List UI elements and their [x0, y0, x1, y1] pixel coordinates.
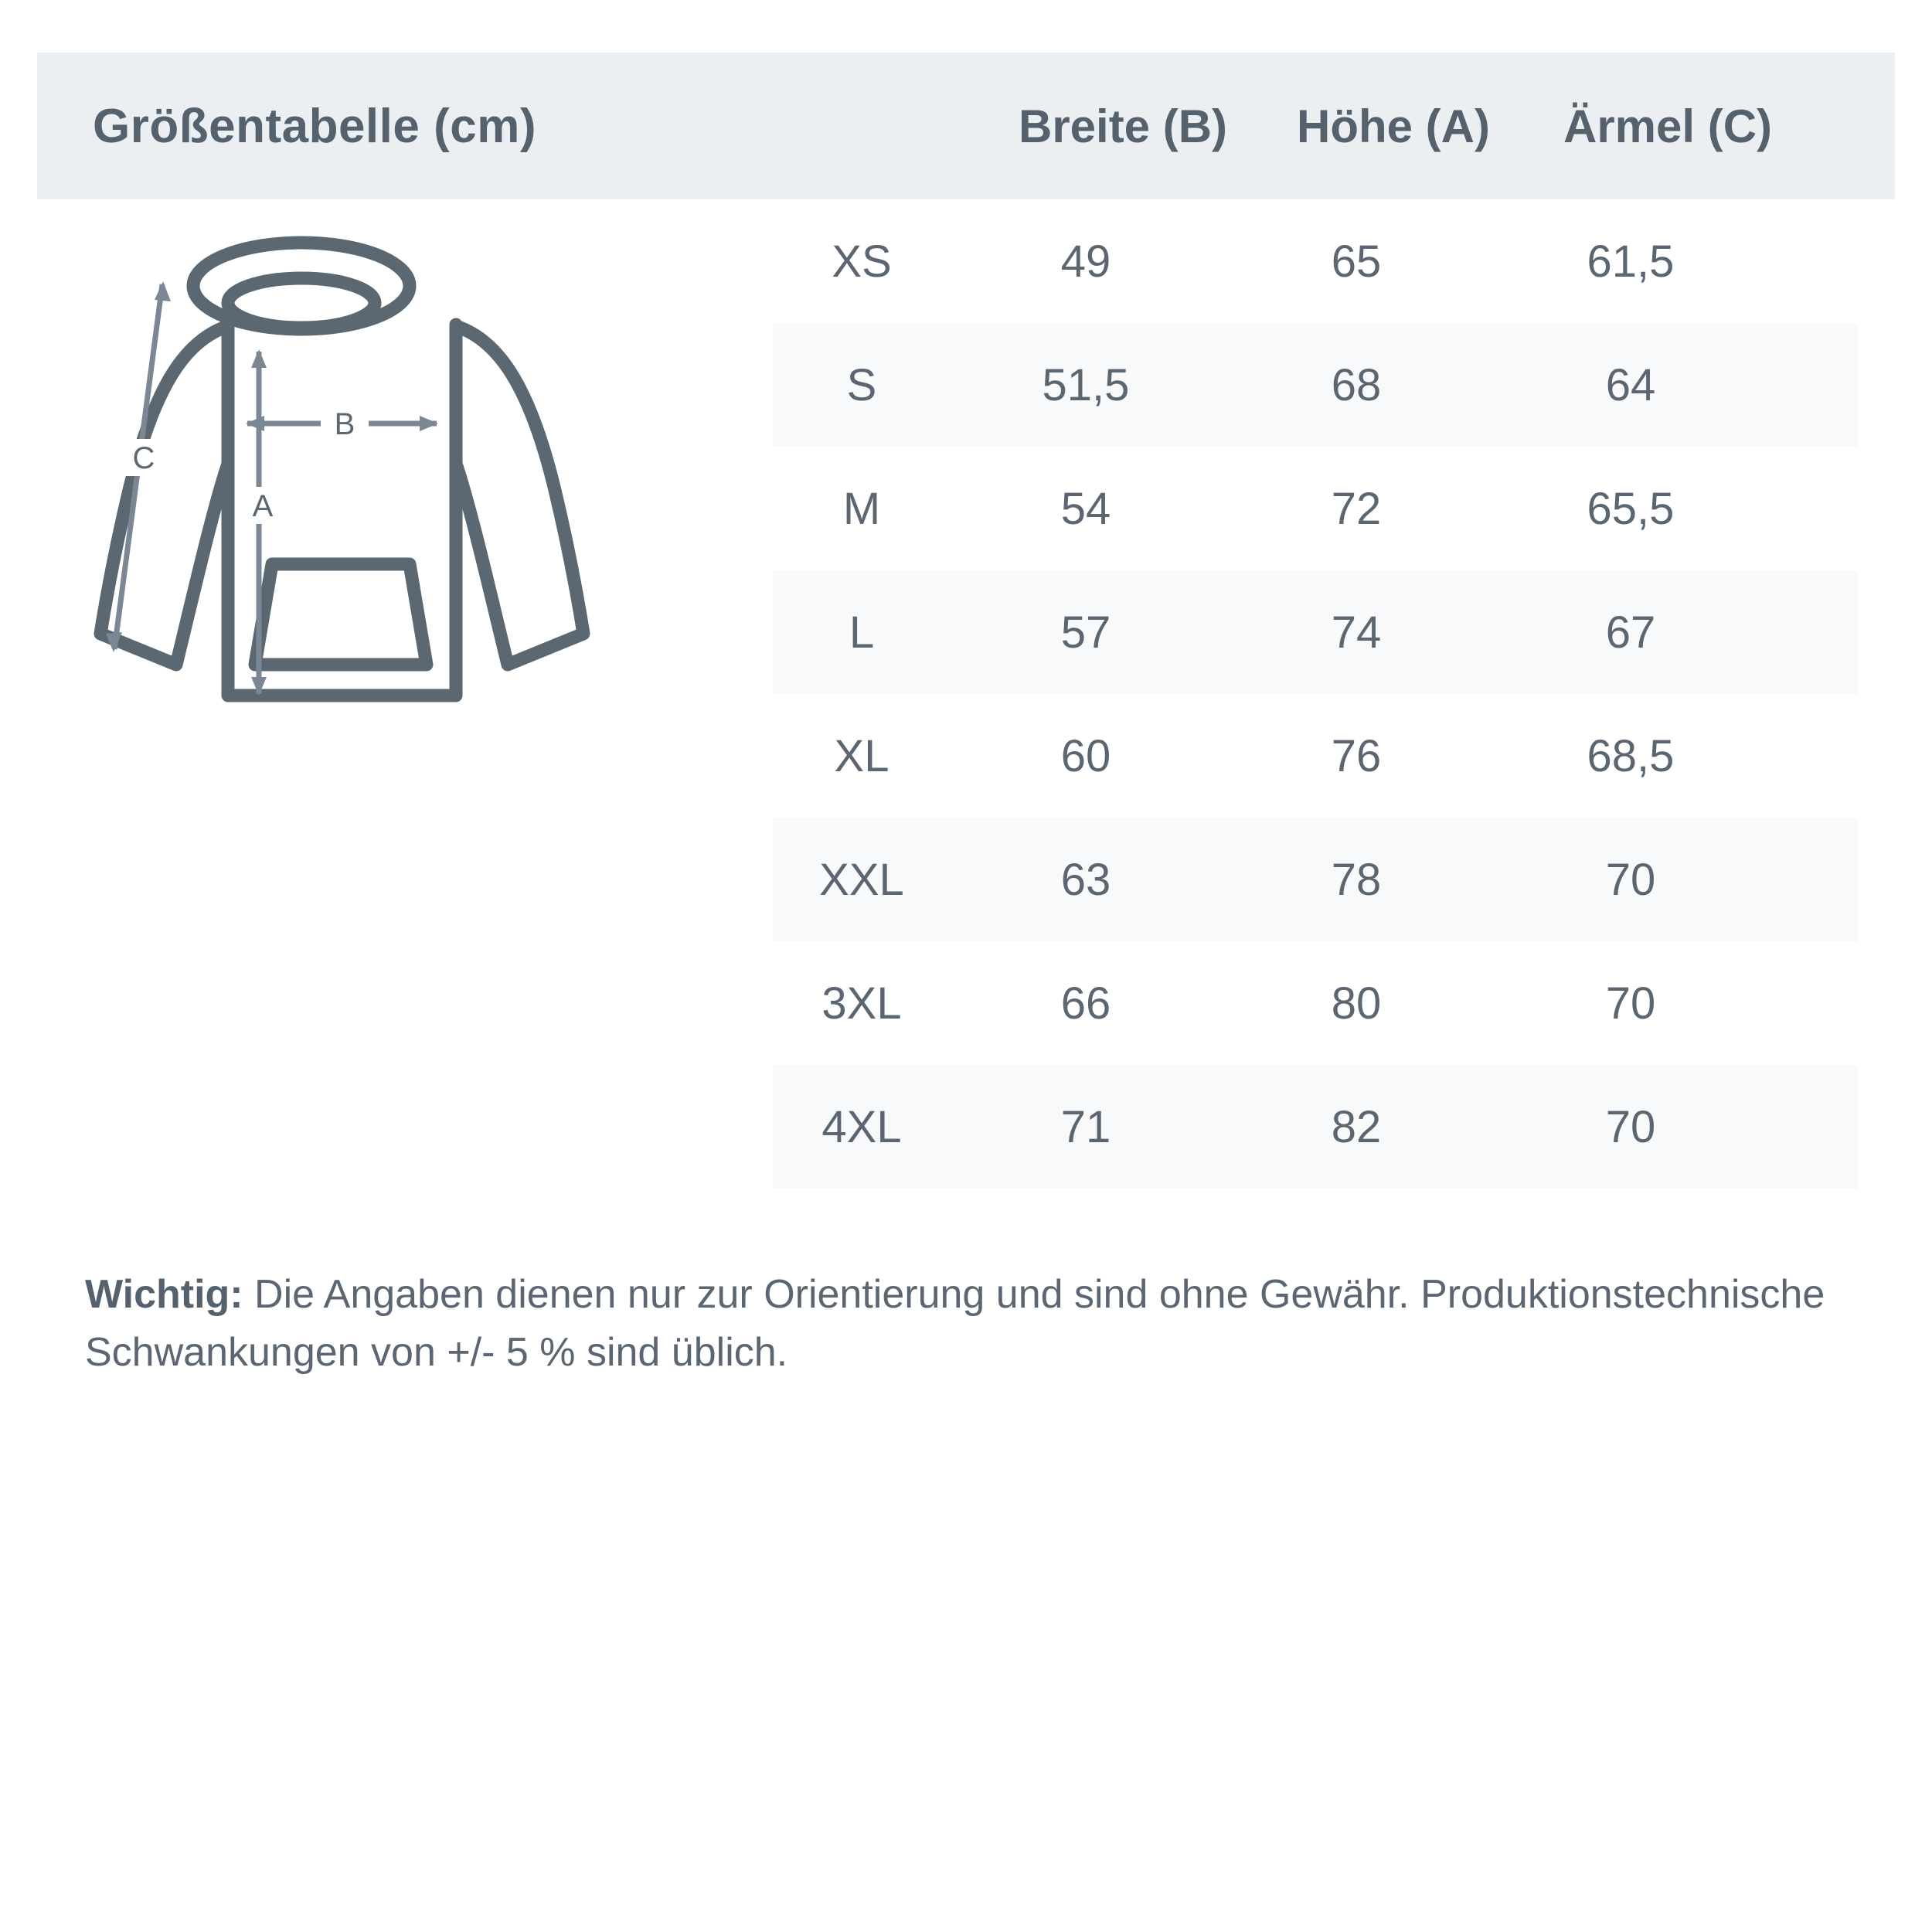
cell-breite: 63 — [1060, 854, 1111, 905]
column-header-breite: Breite (B) — [1018, 100, 1228, 152]
cell-aermel: 70 — [1605, 978, 1656, 1029]
cell-aermel: 67 — [1605, 607, 1656, 658]
cell-size: XXL — [819, 854, 904, 905]
cell-breite: 49 — [1060, 236, 1111, 287]
table-row — [773, 570, 1858, 694]
cell-breite: 66 — [1060, 978, 1111, 1029]
table-row — [773, 323, 1858, 447]
cell-size: XS — [832, 236, 892, 287]
cell-aermel: 68,5 — [1587, 730, 1675, 781]
cell-size: XL — [834, 730, 889, 781]
table-row — [773, 1065, 1858, 1189]
cell-aermel: 64 — [1605, 359, 1656, 410]
hoodie-icon — [70, 232, 750, 819]
label-c: C — [132, 441, 155, 475]
disclaimer-text: Die Angaben dienen nur zur Orientierung und sind ohne Gewähr. Produktionstechnische Schwankungen von +/- 5 % sind üblich. — [85, 1272, 1825, 1376]
header-band — [37, 53, 1895, 199]
cell-size: M — [842, 483, 881, 534]
cell-size: 4XL — [821, 1101, 902, 1152]
cell-size: 3XL — [821, 978, 902, 1029]
table-row — [773, 818, 1858, 941]
cell-aermel: 65,5 — [1587, 483, 1675, 534]
disclaimer-lead: Wichtig: — [85, 1272, 243, 1317]
cell-hoehe: 78 — [1331, 854, 1382, 905]
cell-size: L — [849, 607, 875, 658]
cell-aermel: 61,5 — [1587, 236, 1675, 287]
page-title: Größentabelle (cm) — [93, 99, 536, 153]
size-table — [773, 199, 1858, 1189]
cell-size: S — [846, 359, 877, 410]
cell-hoehe: 76 — [1331, 730, 1382, 781]
hoodie-diagram — [70, 232, 750, 819]
cell-breite: 60 — [1060, 730, 1111, 781]
cell-hoehe: 80 — [1331, 978, 1382, 1029]
table-row — [773, 199, 1858, 323]
cell-aermel: 70 — [1605, 854, 1656, 905]
table-row — [773, 447, 1858, 570]
label-a: A — [252, 489, 274, 523]
cell-aermel: 70 — [1605, 1101, 1656, 1152]
table-header-row — [810, 53, 1895, 199]
cell-hoehe: 74 — [1331, 607, 1382, 658]
cell-hoehe: 82 — [1331, 1101, 1382, 1152]
cell-hoehe: 68 — [1331, 359, 1382, 410]
table-row — [773, 941, 1858, 1065]
cell-breite: 71 — [1060, 1101, 1111, 1152]
cell-breite: 54 — [1060, 483, 1111, 534]
column-header-aermel: Ärmel (C) — [1563, 100, 1773, 152]
cell-hoehe: 65 — [1331, 236, 1382, 287]
cell-breite: 57 — [1060, 607, 1111, 658]
cell-hoehe: 72 — [1331, 483, 1382, 534]
disclaimer-note — [85, 1266, 1862, 1383]
column-header-hoehe: Höhe (A) — [1297, 100, 1490, 152]
cell-breite: 51,5 — [1042, 359, 1130, 410]
label-b: B — [334, 407, 355, 441]
table-row — [773, 694, 1858, 818]
